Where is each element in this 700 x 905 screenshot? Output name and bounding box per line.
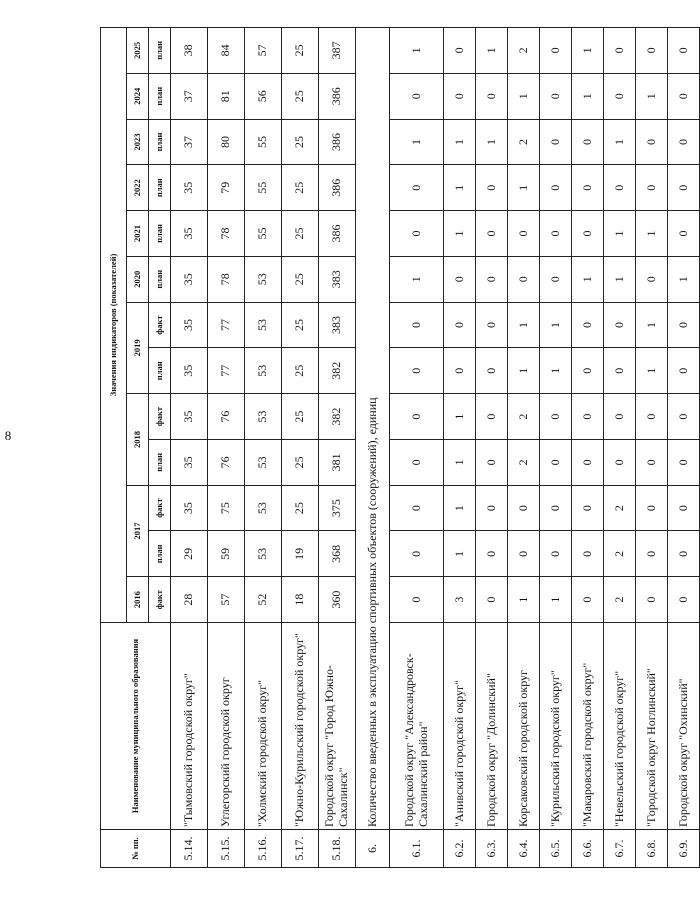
value-cell: 1 xyxy=(572,256,604,302)
value-cell: 0 xyxy=(540,73,572,119)
value-cell: 1 xyxy=(476,27,508,73)
header-year: 2023 xyxy=(127,119,149,165)
value-cell: 1 xyxy=(444,439,476,485)
value-cell: 0 xyxy=(604,27,636,73)
value-cell: 383 xyxy=(319,256,356,302)
value-cell: 25 xyxy=(282,302,319,348)
value-cell: 35 xyxy=(171,394,208,440)
value-cell: 35 xyxy=(171,485,208,531)
value-cell: 0 xyxy=(668,165,700,211)
header-sub: план xyxy=(149,348,171,394)
value-cell: 0 xyxy=(476,256,508,302)
value-cell: 0 xyxy=(476,485,508,531)
page-number: 8 xyxy=(4,428,12,443)
value-cell: 1 xyxy=(508,577,540,623)
value-cell: 0 xyxy=(444,256,476,302)
value-cell: 35 xyxy=(171,348,208,394)
value-cell: 18 xyxy=(282,577,319,623)
value-cell: 0 xyxy=(636,531,668,577)
value-cell: 1 xyxy=(390,256,444,302)
row-number: 5.17. xyxy=(282,830,319,868)
value-cell: 25 xyxy=(282,211,319,257)
section-number: 6. xyxy=(356,830,390,868)
header-sub: план xyxy=(149,211,171,257)
value-cell: 25 xyxy=(282,256,319,302)
value-cell: 2 xyxy=(508,439,540,485)
header-year: 2016 xyxy=(127,577,149,623)
table-row xyxy=(604,27,636,867)
value-cell: 0 xyxy=(508,211,540,257)
municipality-name: Городской округ "Долинский" xyxy=(476,623,508,830)
value-cell: 0 xyxy=(390,73,444,119)
header-sub: план xyxy=(149,256,171,302)
value-cell: 0 xyxy=(476,211,508,257)
value-cell: 35 xyxy=(171,302,208,348)
value-cell: 0 xyxy=(390,577,444,623)
row-number: 6.2. xyxy=(444,830,476,868)
value-cell: 35 xyxy=(171,211,208,257)
value-cell: 57 xyxy=(208,577,245,623)
row-number: 6.7. xyxy=(604,830,636,868)
value-cell: 0 xyxy=(476,302,508,348)
value-cell: 25 xyxy=(282,485,319,531)
header-sub: план xyxy=(149,73,171,119)
value-cell: 57 xyxy=(245,27,282,73)
value-cell: 75 xyxy=(208,485,245,531)
value-cell: 0 xyxy=(476,531,508,577)
value-cell: 1 xyxy=(572,27,604,73)
value-cell: 0 xyxy=(476,577,508,623)
header-sub: факт xyxy=(149,394,171,440)
value-cell: 1 xyxy=(636,211,668,257)
value-cell: 2 xyxy=(508,27,540,73)
row-number: 6.5. xyxy=(540,830,572,868)
rotated-page xyxy=(100,28,690,868)
value-cell: 0 xyxy=(572,531,604,577)
value-cell: 0 xyxy=(636,165,668,211)
value-cell: 0 xyxy=(604,394,636,440)
header-sub: план xyxy=(149,165,171,211)
indicators-table xyxy=(100,27,700,868)
value-cell: 386 xyxy=(319,211,356,257)
value-cell: 0 xyxy=(540,531,572,577)
value-cell: 25 xyxy=(282,394,319,440)
row-number: 6.3. xyxy=(476,830,508,868)
municipality-name: Городской округ "Охинский" xyxy=(668,623,700,830)
header-num: № пп. xyxy=(101,830,171,868)
value-cell: 77 xyxy=(208,348,245,394)
value-cell: 25 xyxy=(282,165,319,211)
table-row xyxy=(572,27,604,867)
value-cell: 0 xyxy=(636,439,668,485)
table-row xyxy=(636,27,668,867)
value-cell: 53 xyxy=(245,302,282,348)
value-cell: 0 xyxy=(390,302,444,348)
value-cell: 2 xyxy=(508,119,540,165)
table-row xyxy=(476,27,508,867)
value-cell: 35 xyxy=(171,165,208,211)
value-cell: 0 xyxy=(636,27,668,73)
value-cell: 382 xyxy=(319,348,356,394)
value-cell: 1 xyxy=(604,211,636,257)
value-cell: 0 xyxy=(390,211,444,257)
value-cell: 0 xyxy=(390,439,444,485)
value-cell: 1 xyxy=(508,348,540,394)
value-cell: 2 xyxy=(508,394,540,440)
table-row xyxy=(668,27,700,867)
value-cell: 55 xyxy=(245,211,282,257)
value-cell: 0 xyxy=(390,485,444,531)
value-cell: 1 xyxy=(540,577,572,623)
row-number: 6.1. xyxy=(390,830,444,868)
value-cell: 0 xyxy=(540,27,572,73)
row-number: 6.8. xyxy=(636,830,668,868)
value-cell: 1 xyxy=(508,73,540,119)
value-cell: 81 xyxy=(208,73,245,119)
table-row xyxy=(319,27,356,867)
municipality-name: Городской округ "Александровск-Сахалинский район" xyxy=(390,623,444,830)
header-name: Наименование муниципального образования xyxy=(101,623,171,830)
value-cell: 35 xyxy=(171,439,208,485)
value-cell: 0 xyxy=(390,394,444,440)
value-cell: 80 xyxy=(208,119,245,165)
value-cell: 0 xyxy=(540,119,572,165)
table-row xyxy=(390,27,444,867)
value-cell: 0 xyxy=(508,531,540,577)
value-cell: 0 xyxy=(572,119,604,165)
table-row xyxy=(208,27,245,867)
value-cell: 383 xyxy=(319,302,356,348)
value-cell: 25 xyxy=(282,27,319,73)
value-cell: 1 xyxy=(540,348,572,394)
value-cell: 1 xyxy=(390,119,444,165)
header-sub: план xyxy=(149,119,171,165)
value-cell: 0 xyxy=(604,302,636,348)
value-cell: 0 xyxy=(508,485,540,531)
value-cell: 1 xyxy=(444,394,476,440)
value-cell: 0 xyxy=(636,256,668,302)
value-cell: 78 xyxy=(208,211,245,257)
table-row xyxy=(444,27,476,867)
value-cell: 0 xyxy=(540,394,572,440)
value-cell: 53 xyxy=(245,256,282,302)
value-cell: 1 xyxy=(444,165,476,211)
value-cell: 0 xyxy=(668,73,700,119)
value-cell: 0 xyxy=(540,256,572,302)
value-cell: 55 xyxy=(245,119,282,165)
value-cell: 0 xyxy=(668,394,700,440)
value-cell: 56 xyxy=(245,73,282,119)
value-cell: 53 xyxy=(245,485,282,531)
value-cell: 0 xyxy=(540,211,572,257)
value-cell: 37 xyxy=(171,119,208,165)
value-cell: 0 xyxy=(636,119,668,165)
value-cell: 0 xyxy=(508,256,540,302)
header-year: 2022 xyxy=(127,165,149,211)
value-cell: 382 xyxy=(319,394,356,440)
value-cell: 25 xyxy=(282,348,319,394)
municipality-name: "Тымовский городской округ" xyxy=(171,623,208,830)
value-cell: 84 xyxy=(208,27,245,73)
value-cell: 35 xyxy=(171,256,208,302)
table-row xyxy=(282,27,319,867)
value-cell: 0 xyxy=(636,577,668,623)
municipality-name: Городской округ "Город Южно-Сахалинск" xyxy=(319,623,356,830)
value-cell: 0 xyxy=(668,485,700,531)
value-cell: 0 xyxy=(668,439,700,485)
header-sub: факт xyxy=(149,577,171,623)
value-cell: 2 xyxy=(604,577,636,623)
value-cell: 0 xyxy=(540,439,572,485)
table-row xyxy=(171,27,208,867)
municipality-name: Углегорский городской округ xyxy=(208,623,245,830)
value-cell: 1 xyxy=(540,302,572,348)
value-cell: 1 xyxy=(636,348,668,394)
value-cell: 53 xyxy=(245,531,282,577)
header-sub: факт xyxy=(149,485,171,531)
value-cell: 38 xyxy=(171,27,208,73)
value-cell: 0 xyxy=(668,211,700,257)
value-cell: 0 xyxy=(390,348,444,394)
value-cell: 0 xyxy=(668,302,700,348)
value-cell: 0 xyxy=(572,394,604,440)
municipality-name: Корсаковский городской округ xyxy=(508,623,540,830)
value-cell: 386 xyxy=(319,165,356,211)
header-values: Значения индикаторов (показателей) xyxy=(101,27,127,622)
value-cell: 0 xyxy=(444,348,476,394)
value-cell: 52 xyxy=(245,577,282,623)
value-cell: 1 xyxy=(508,165,540,211)
value-cell: 28 xyxy=(171,577,208,623)
value-cell: 0 xyxy=(476,394,508,440)
row-number: 5.16. xyxy=(245,830,282,868)
value-cell: 1 xyxy=(444,119,476,165)
header-sub: план xyxy=(149,439,171,485)
value-cell: 59 xyxy=(208,531,245,577)
header-sub: факт xyxy=(149,302,171,348)
section-title: Количество введенных в эксплуатацию спортивных объектов (сооружений), единиц xyxy=(356,27,390,829)
value-cell: 2 xyxy=(604,485,636,531)
value-cell: 1 xyxy=(444,531,476,577)
value-cell: 1 xyxy=(390,27,444,73)
value-cell: 0 xyxy=(540,485,572,531)
value-cell: 77 xyxy=(208,302,245,348)
value-cell: 0 xyxy=(636,485,668,531)
municipality-name: "Холмский городской округ" xyxy=(245,623,282,830)
value-cell: 0 xyxy=(476,439,508,485)
value-cell: 0 xyxy=(476,73,508,119)
value-cell: 79 xyxy=(208,165,245,211)
value-cell: 1 xyxy=(572,73,604,119)
value-cell: 0 xyxy=(668,27,700,73)
value-cell: 0 xyxy=(572,485,604,531)
table-row xyxy=(245,27,282,867)
section-row xyxy=(356,27,390,867)
value-cell: 375 xyxy=(319,485,356,531)
value-cell: 0 xyxy=(572,211,604,257)
value-cell: 76 xyxy=(208,439,245,485)
row-number: 5.14. xyxy=(171,830,208,868)
value-cell: 0 xyxy=(390,531,444,577)
value-cell: 0 xyxy=(444,27,476,73)
value-cell: 0 xyxy=(604,73,636,119)
value-cell: 1 xyxy=(636,73,668,119)
table-row xyxy=(508,27,540,867)
municipality-name: "Городской округ Ноглинский" xyxy=(636,623,668,830)
value-cell: 1 xyxy=(604,119,636,165)
header-year: 2018 xyxy=(127,394,149,486)
row-number: 6.6. xyxy=(572,830,604,868)
value-cell: 19 xyxy=(282,531,319,577)
value-cell: 0 xyxy=(572,348,604,394)
value-cell: 53 xyxy=(245,394,282,440)
value-cell: 0 xyxy=(476,348,508,394)
value-cell: 1 xyxy=(604,256,636,302)
table-body xyxy=(171,27,700,867)
header-year: 2021 xyxy=(127,211,149,257)
value-cell: 76 xyxy=(208,394,245,440)
value-cell: 29 xyxy=(171,531,208,577)
value-cell: 0 xyxy=(444,302,476,348)
value-cell: 53 xyxy=(245,439,282,485)
header-year: 2020 xyxy=(127,256,149,302)
value-cell: 25 xyxy=(282,73,319,119)
value-cell: 0 xyxy=(572,439,604,485)
municipality-name: "Макаровский городской округ" xyxy=(572,623,604,830)
value-cell: 3 xyxy=(444,577,476,623)
value-cell: 1 xyxy=(508,302,540,348)
value-cell: 0 xyxy=(444,73,476,119)
value-cell: 0 xyxy=(476,165,508,211)
value-cell: 55 xyxy=(245,165,282,211)
header-year: 2019 xyxy=(127,302,149,394)
municipality-name: "Анивский городской округ" xyxy=(444,623,476,830)
value-cell: 1 xyxy=(668,256,700,302)
value-cell: 360 xyxy=(319,577,356,623)
row-number: 5.18. xyxy=(319,830,356,868)
value-cell: 387 xyxy=(319,27,356,73)
value-cell: 25 xyxy=(282,439,319,485)
value-cell: 368 xyxy=(319,531,356,577)
value-cell: 0 xyxy=(604,439,636,485)
header-year: 2025 xyxy=(127,27,149,73)
value-cell: 0 xyxy=(668,531,700,577)
value-cell: 386 xyxy=(319,73,356,119)
value-cell: 0 xyxy=(572,302,604,348)
value-cell: 2 xyxy=(604,531,636,577)
header-sub: план xyxy=(149,531,171,577)
value-cell: 1 xyxy=(444,485,476,531)
municipality-name: "Южно-Курильский городской округ" xyxy=(282,623,319,830)
value-cell: 0 xyxy=(668,348,700,394)
row-number: 6.9. xyxy=(668,830,700,868)
value-cell: 25 xyxy=(282,119,319,165)
value-cell: 0 xyxy=(668,119,700,165)
value-cell: 0 xyxy=(540,165,572,211)
value-cell: 0 xyxy=(572,577,604,623)
value-cell: 386 xyxy=(319,119,356,165)
value-cell: 1 xyxy=(636,302,668,348)
value-cell: 37 xyxy=(171,73,208,119)
row-number: 5.15. xyxy=(208,830,245,868)
value-cell: 0 xyxy=(636,394,668,440)
header-sub: план xyxy=(149,27,171,73)
value-cell: 53 xyxy=(245,348,282,394)
value-cell: 0 xyxy=(390,165,444,211)
header-year: 2024 xyxy=(127,73,149,119)
table-row xyxy=(540,27,572,867)
row-number: 6.4. xyxy=(508,830,540,868)
value-cell: 0 xyxy=(572,165,604,211)
value-cell: 0 xyxy=(604,348,636,394)
header-year: 2017 xyxy=(127,485,149,577)
value-cell: 381 xyxy=(319,439,356,485)
value-cell: 0 xyxy=(604,165,636,211)
value-cell: 1 xyxy=(444,211,476,257)
value-cell: 78 xyxy=(208,256,245,302)
value-cell: 1 xyxy=(476,119,508,165)
municipality-name: "Невельский городской округ" xyxy=(604,623,636,830)
value-cell: 0 xyxy=(668,577,700,623)
municipality-name: "Курильский городской округ" xyxy=(540,623,572,830)
